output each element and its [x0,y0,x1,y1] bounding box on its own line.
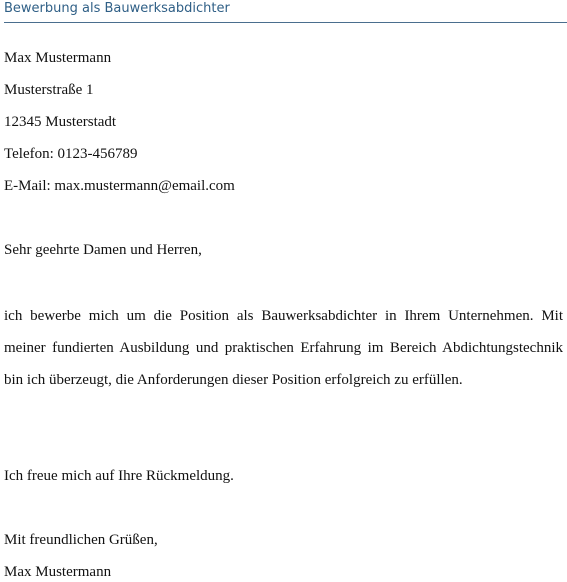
sign-off: Mit freundlichen Grüßen, [4,532,158,548]
document-header [4,0,567,23]
body-paragraph: ich bewerbe mich um die Position als Bauwerksabdichter in Ihrem Unternehmen. Mit meiner fundierten Ausbildung und praktischen Erfahrung im Bereich Abdichtungstechnik bin ich überzeugt, die Anforderungen dieser Position erfolgreich zu erfüllen. [4,308,563,388]
sender-city: 12345 Musterstadt [4,114,117,130]
sender-name: Max Mustermann [4,50,112,66]
signature-name: Max Mustermann [4,564,112,580]
closing-line: Ich freue mich auf Ihre Rückmeldung. [4,468,234,484]
sender-street: Musterstraße 1 [4,82,94,98]
sender-email: E-Mail: max.mustermann@email.com [4,178,235,194]
salutation: Sehr geehrte Damen und Herren, [4,242,202,258]
header-title: Bewerbung als Bauwerksabdichter [4,1,230,16]
sender-phone: Telefon: 0123-456789 [4,146,138,162]
